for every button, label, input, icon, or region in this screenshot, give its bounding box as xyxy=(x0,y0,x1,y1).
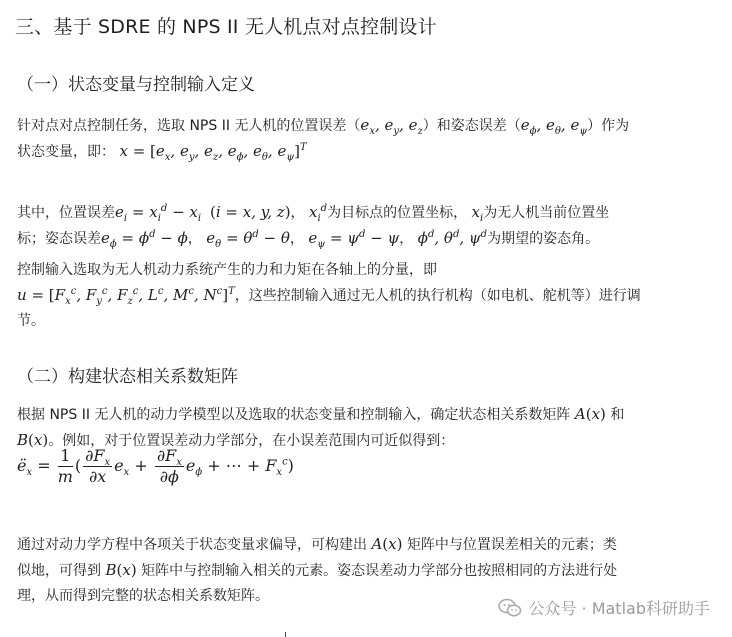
state-vector-math: $x = [e_x$, $e_y$, $e_z$, $e_\phi$, $e_\theta$, $e_\psi]^T$ xyxy=(119,142,307,163)
paragraph-partial-derivatives: 通过对动力学方程中各项关于状态变量求偏导，可构建出 A(x) 矩阵中与位置误差相关的元素；类 似地，可得到 B(x) 矩阵中与控制输入相关的元素。姿态误差动力学部分也按照相同的方法进行处 理，从而得到完整的状态相关系数矩阵。 xyxy=(17,535,618,604)
section-heading-2: （二）构建状态相关系数矩阵 xyxy=(17,367,238,387)
paragraph-sdc-matrix: 根据 NPS II 无人机的动力学模型以及选取的状态变量和控制输入，确定状态相关系数矩阵 A(x) 和 B(x)。例如，对于位置误差动力学部分，在小误差范围内可近似得到： xyxy=(17,405,625,449)
pos-error-math: $e_x$, $e_y$, $e_z$ xyxy=(360,116,423,137)
watermark xyxy=(498,596,710,619)
position-dynamics-equation: $ë_x$ = $\frac{1}{m}$ ( $\frac{\partial F_x}{\partial x}$ $e_x$ + $\frac{\partial F_x}{\partial\phi}$ $e_\phi$ + ⋯ + $F_x^c$) xyxy=(17,446,294,486)
wechat-icon xyxy=(498,598,522,618)
page-title: 三、基于 SDRE 的 NPS II 无人机点对点控制设计 xyxy=(15,16,437,38)
watermark-text: 公众号 · Matlab科研助手 xyxy=(528,599,710,618)
text-cursor xyxy=(285,632,286,637)
paragraph-error-defs: 其中，位置误差$e_i = x_i^d - x_i$ (i = x, y, z)， $x_i^d$为目标点的位置坐标， $x_i$为无人机当前位置坐 标；姿态误差$e_\phi = \phi^d - \phi$， $e_\theta = \theta^d - \theta$， $e_\psi = \psi^d - \psi$， $\phi^d$, $\theta^d$, $\psi^d$为期望的姿态角。 xyxy=(17,203,610,250)
section-heading-1: （一）状态变量与控制输入定义 xyxy=(17,75,255,95)
paragraph-control-input: 控制输入选取为无人机动力系统产生的力和力矩在各轴上的分量，即 $u = [F_x^c$, $F_y^c$, $F_z^c$, $L^c$, $M^c$, $N^c]^T$，这些控制输入通过无人机的执行机构（如电机、舵机等）进行调 节。 xyxy=(17,262,641,329)
control-vector-math: $u = [F_x^c$, $F_y^c$, $F_z^c$, $L^c$, $M^c$, $N^c]^T$ xyxy=(17,286,235,307)
att-error-math: $e_\phi$, $e_\theta$, $e_\psi$ xyxy=(520,116,588,137)
paragraph-state-vars: 针对点对点控制任务，选取 NPS II 无人机的位置误差（$e_x$, $e_y$, $e_z$）和姿态误差（$e_\phi$, $e_\theta$, $e_\psi$）作为 状态变量，即： $x = [e_x$, $e_y$, $e_z$, $e_\phi$, $e_\theta$, $e_\psi]^T$ xyxy=(17,116,630,163)
